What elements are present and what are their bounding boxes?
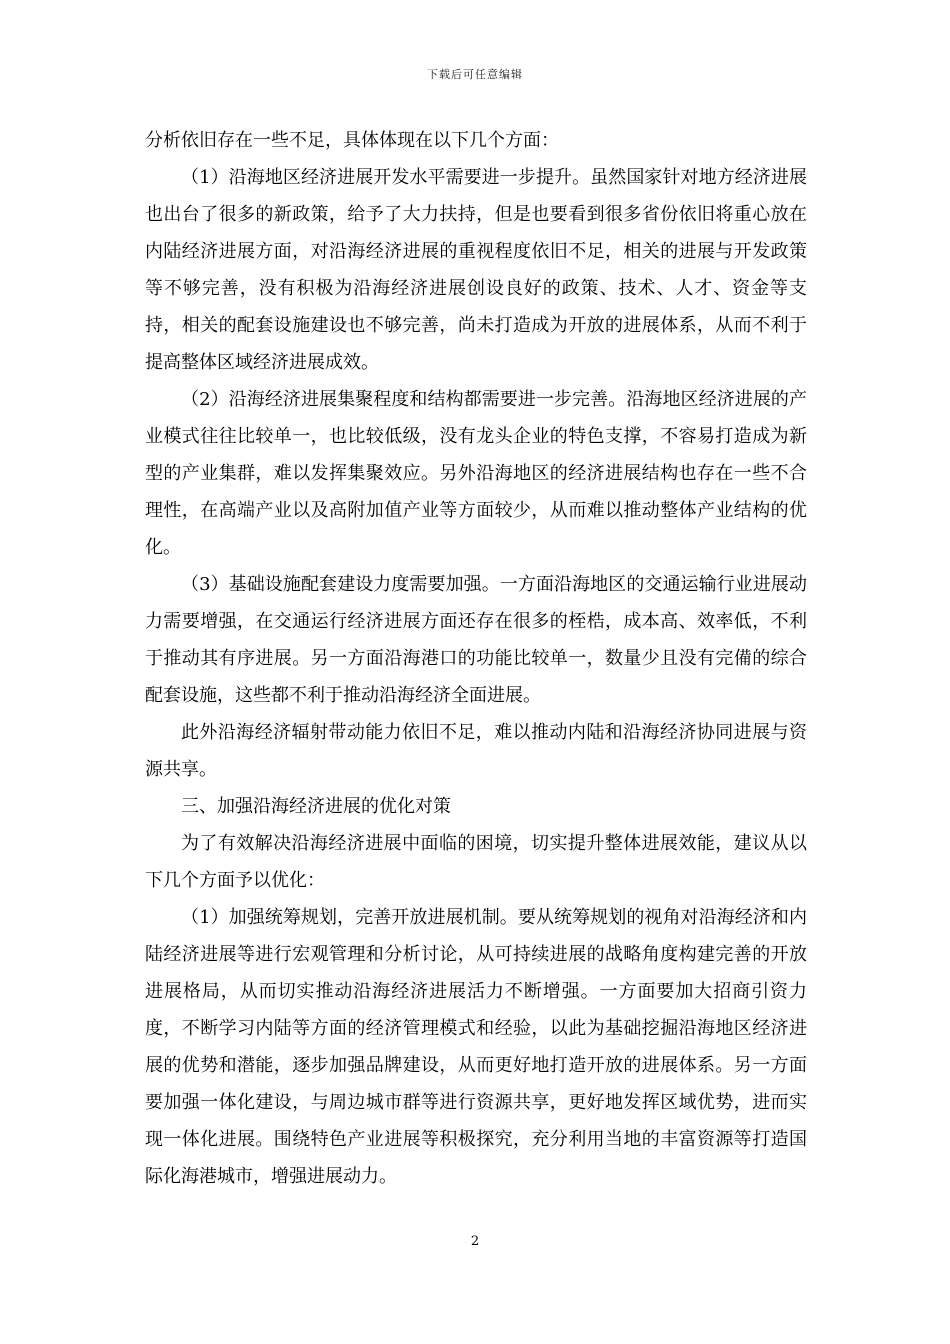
paragraph-issue-additional: 此外沿海经济辐射带动能力依旧不足，难以推动内陆和沿海经济协同进展与资源共享。 — [145, 722, 807, 780]
section-heading: 三、加强沿海经济进展的优化对策 — [181, 796, 451, 817]
paragraph-measure-1: （1）加强统筹规划，完善开放进展机制。要从统筹规划的视角对沿海经济和内陆经济进展等进行宏观管理和分析讨论，从可持续进展的战略角度构建完善的开放进展格局，从而切实推动沿海经济进展活力不断增强。一方面要加大招商引资力度，不断学习内陆等方面的经济管理模式和经验，以此为基础挖掘沿海地区经济进展的优势和潜能，逐步加强品牌建设，从而更好地打造开放的进展体系。另一方面要加强一体化建设，与周边城市群等进行资源共享，更好地发挥区域优势，进而实现一体化进展。围绕特色产业进展等积极探究，充分利用当地的丰富资源等打造国际化海港城市，增强进展动力。 — [145, 907, 807, 1187]
paragraph-issue-3: （3）基础设施配套建设力度需要加强。一方面沿海地区的交通运输行业进展动力需要增强，在交通运行经济进展方面还存在很多的桎梏，成本高、效率低，不利于推动其有序进展。另一方面沿海港口的功能比较单一，数量少且没有完備的综合配套设施，这些都不利于推动沿海经济全面进展。 — [145, 574, 807, 706]
paragraph-issue-2: （2）沿海经济进展集聚程度和结构都需要进一步完善。沿海地区经济进展的产业模式往往比较单一，也比较低级，没有龙头企业的特色支撑，不容易打造成为新型的产业集群，难以发挥集聚效应。另外沿海地区的经济进展结构也存在一些不合理性，在高端产业以及高附加值产业等方面较少，从而难以推动整体产业结构的优化。 — [145, 389, 807, 558]
paragraph-intro: 分析依旧存在一些不足，具体体现在以下几个方面： — [145, 130, 559, 151]
paragraph-issue-1: （1）沿海地区经济进展开发水平需要进一步提升。虽然国家针对地方经济进展也出台了很多的新政策，给予了大力扶持，但是也要看到很多省份依旧将重心放在内陆经济进展方面，对沿海经济进展的重视程度依旧不足，相关的进展与开发政策等不够完善，没有积极为沿海经济进展创设良好的政策、技术、人才、资金等支持，相关的配套设施建设也不够完善，尚未打造成为开放的进展体系，从而不利于提高整体区域经济进展成效。 — [145, 167, 807, 373]
page-number: 2 — [470, 1234, 480, 1249]
page-header-note: 下载后可任意编辑 — [427, 68, 523, 81]
document-body — [145, 122, 807, 1195]
paragraph-section-intro: 为了有效解决沿海经济进展中面临的困境，切实提升整体进展效能，建议从以下几个方面予以优化： — [145, 833, 807, 891]
